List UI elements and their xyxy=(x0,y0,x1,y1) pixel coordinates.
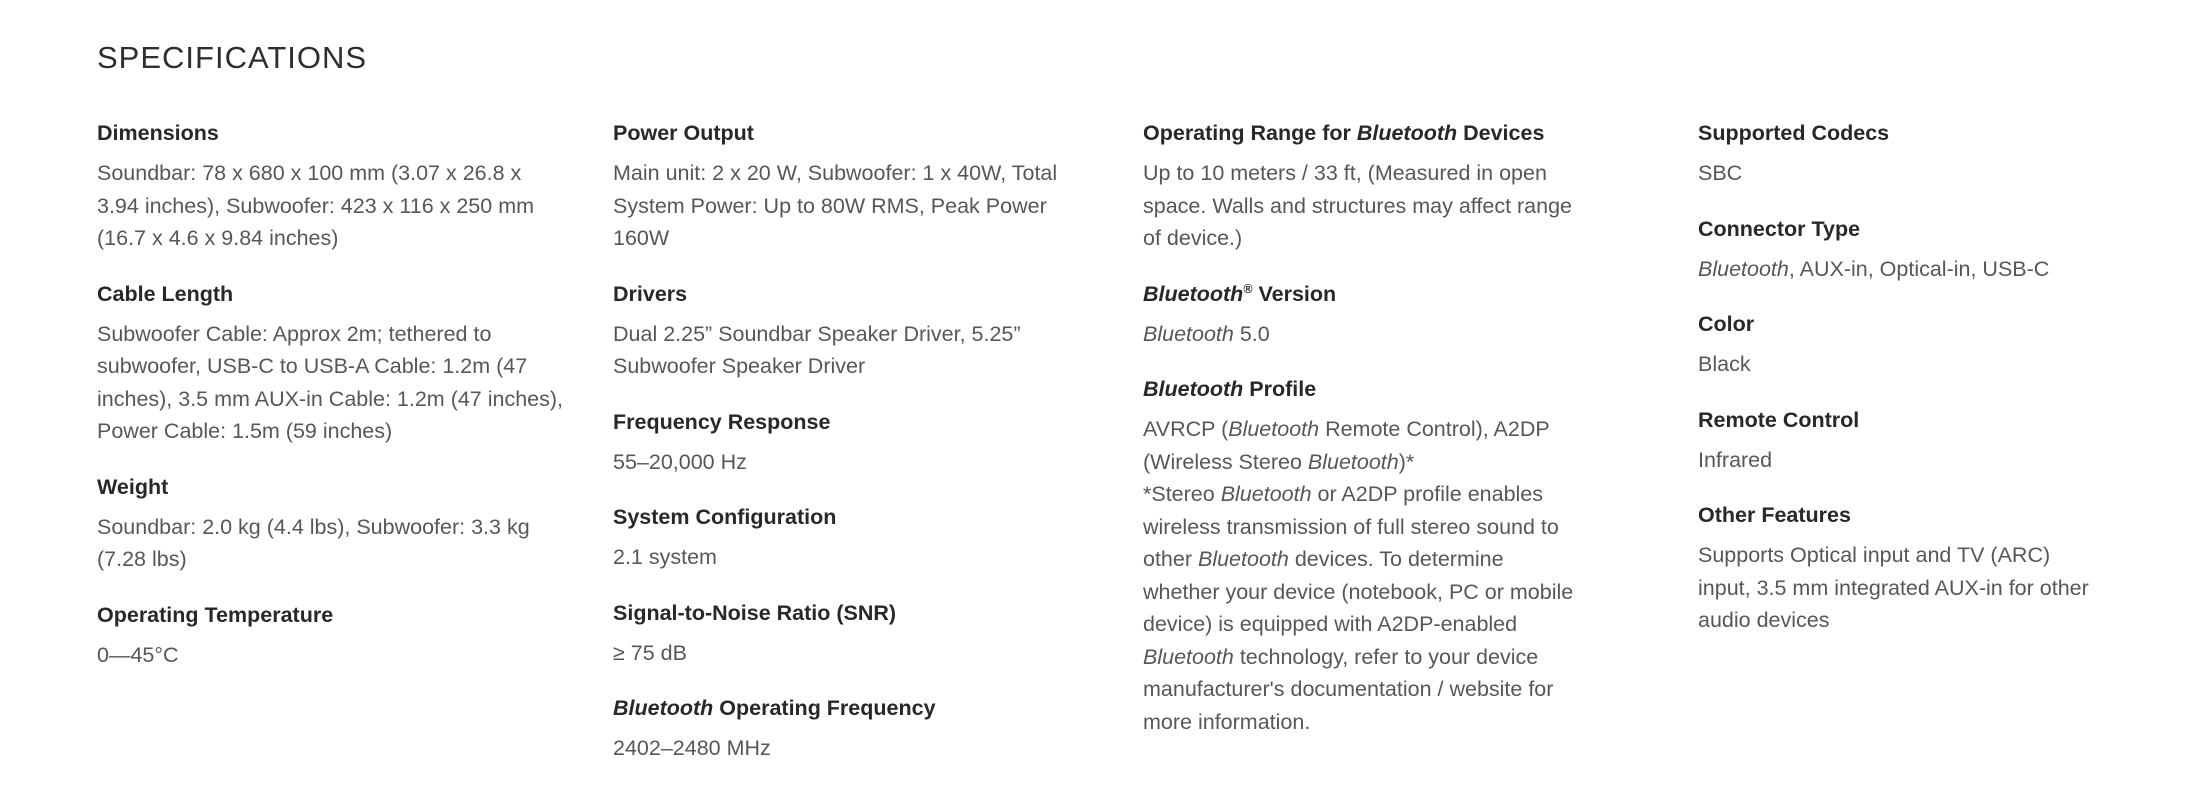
spec-columns xyxy=(97,120,2120,765)
page-title: SPECIFICATIONS xyxy=(97,40,368,75)
spec-value: Black xyxy=(1698,352,1751,376)
spec-heading: Connector Type xyxy=(1698,216,1861,241)
spec-section-supported-codecs xyxy=(1698,120,2103,190)
spec-heading: Other Features xyxy=(1698,503,1851,527)
spec-section-operating-range xyxy=(1143,120,1583,255)
spec-heading: Remote Control xyxy=(1698,407,1860,432)
spec-section-snr xyxy=(613,600,1073,670)
spec-section-color xyxy=(1698,311,2103,381)
spec-heading: Weight xyxy=(97,474,169,499)
spec-section-operating-temperature xyxy=(97,602,567,672)
spec-heading: System Configuration xyxy=(613,505,837,529)
spec-heading: Frequency Response xyxy=(613,409,831,434)
spec-column-1 xyxy=(97,120,567,671)
spec-value: Bluetooth, AUX-in, Optical-in, USB-C xyxy=(1698,256,2050,281)
spec-section-frequency-response xyxy=(613,409,1073,479)
spec-value: Subwoofer Cable: Approx 2m; tethered to subwoofer, USB-C to USB-A Cable: 1.2m (47 inches), 3.5 mm AUX-in Cable: 1.2m (47 inches), Power Cable: 1.5m (59 inches) xyxy=(97,321,564,443)
spec-section-power-output xyxy=(613,120,1073,255)
spec-section-bluetooth-version xyxy=(1143,281,1583,351)
spec-value: Soundbar: 78 x 680 x 100 mm (3.07 x 26.8 x 3.94 inches), Subwoofer: 423 x 116 x 250 mm (16.7 x 4.6 x 9.84 inches) xyxy=(97,161,535,250)
spec-section-other-features xyxy=(1698,502,2103,637)
spec-value: 2.1 system xyxy=(613,545,717,569)
spec-section-dimensions xyxy=(97,120,567,255)
spec-value: Infrared xyxy=(1698,447,1773,472)
spec-section-drivers xyxy=(613,281,1073,383)
spec-value: Bluetooth 5.0 xyxy=(1143,321,1270,346)
spec-heading: Bluetooth® Version xyxy=(1143,281,1337,306)
spec-value: ≥ 75 dB xyxy=(613,640,687,665)
spec-value: Main unit: 2 x 20 W, Subwoofer: 1 x 40W, Total System Power: Up to 80W RMS, Peak Power 160W xyxy=(613,161,1058,250)
spec-section-connector-type xyxy=(1698,216,2103,286)
spec-section-remote-control xyxy=(1698,407,2103,477)
spec-section-system-configuration xyxy=(613,504,1073,574)
spec-heading: Dimensions xyxy=(97,121,219,145)
spec-value: 0—45°C xyxy=(97,642,179,667)
spec-value: Up to 10 meters / 33 ft, (Measured in open space. Walls and structures may affect range of device.) xyxy=(1143,161,1573,250)
spec-heading: Power Output xyxy=(613,121,754,145)
spec-column-4 xyxy=(1698,120,2103,637)
spec-heading: Signal-to-Noise Ratio (SNR) xyxy=(613,600,897,625)
spec-heading: Color xyxy=(1698,312,1755,336)
spec-heading: Operating Range for Bluetooth Devices xyxy=(1143,121,1545,145)
spec-heading: Operating Temperature xyxy=(97,602,334,627)
spec-heading: Drivers xyxy=(613,281,688,306)
spec-section-bluetooth-operating-frequency xyxy=(613,695,1073,765)
spec-value: 2402–2480 MHz xyxy=(613,736,771,760)
spec-value: SBC xyxy=(1698,161,1743,185)
spec-section-bluetooth-profile xyxy=(1143,376,1583,738)
spec-column-3 xyxy=(1143,120,1583,738)
spec-value: Dual 2.25” Soundbar Speaker Driver, 5.25” Subwoofer Speaker Driver xyxy=(613,321,1021,378)
spec-section-weight xyxy=(97,474,567,576)
spec-column-2 xyxy=(613,120,1073,765)
spec-value: Soundbar: 2.0 kg (4.4 lbs), Subwoofer: 3.3 kg (7.28 lbs) xyxy=(97,514,530,571)
spec-heading: Supported Codecs xyxy=(1698,121,1890,145)
spec-value: AVRCP (Bluetooth Remote Control), A2DP (Wireless Stereo Bluetooth)* xyxy=(1143,417,1550,474)
spec-value: Supports Optical input and TV (ARC) input, 3.5 mm integrated AUX-in for other audio devices xyxy=(1698,543,2089,632)
spec-heading: Bluetooth Profile xyxy=(1143,377,1317,401)
spec-heading: Bluetooth Operating Frequency xyxy=(613,696,936,720)
spec-value-footnote: *Stereo Bluetooth or A2DP profile enables wireless transmission of full stereo sound to other Bluetooth devices. To determine whether your device (notebook, PC or mobile device) is equipped with A2DP-enabled Bluetooth technology, refer to your device manufacturer's documentation / website for more information. xyxy=(1143,482,1574,734)
spec-heading: Cable Length xyxy=(97,281,234,306)
spec-value: 55–20,000 Hz xyxy=(613,449,747,474)
spec-section-cable-length xyxy=(97,281,567,448)
